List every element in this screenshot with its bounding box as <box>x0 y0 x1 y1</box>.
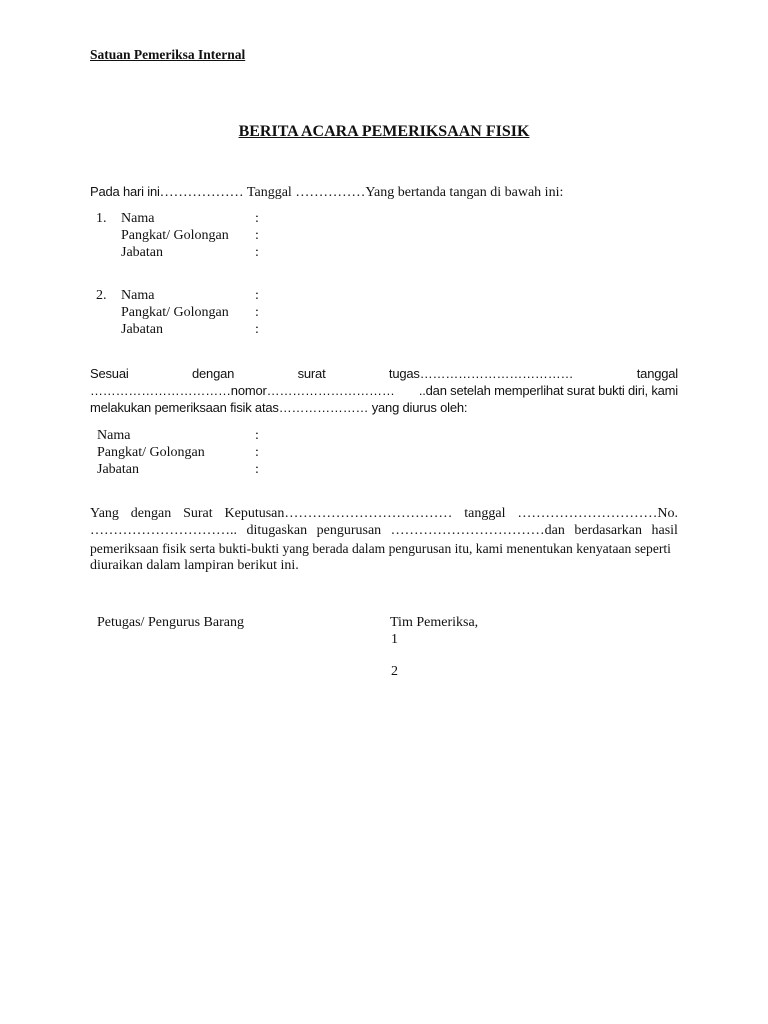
subject-pangkat-label: Pangkat/ Golongan <box>97 445 205 460</box>
intro-dots-day: ……………… <box>159 185 244 200</box>
para2-line1 <box>90 505 678 522</box>
intro-tanggal: Tanggal <box>243 185 296 200</box>
person-2-nama-colon: : <box>255 288 259 303</box>
signature-number-2: 2 <box>391 664 398 679</box>
para2-word: hasil <box>651 523 678 538</box>
para2-word: …………………………No. <box>517 506 678 521</box>
para1-line1 <box>90 365 678 382</box>
signature-right-label: Tim Pemeriksa, <box>390 615 479 630</box>
para2-line4: diuraikan dalam lampiran berikut ini. <box>90 558 299 573</box>
para1-line2-start: ……………………………nomor………………………… <box>90 383 395 398</box>
para1-line2-end: ..dan setelah memperlihat surat bukti diri, kami <box>418 383 678 398</box>
signature-left-label: Petugas/ Pengurus Barang <box>97 615 244 630</box>
subject-nama-label: Nama <box>97 428 131 443</box>
para2-line3: pemeriksaan fisik serta bukti-bukti yang berada dalam pengurusan itu, kami menentukan kenyataan seperti <box>90 541 671 556</box>
person-1-jabatan-colon: : <box>255 245 259 260</box>
para2-line2 <box>90 522 678 539</box>
person-1-pangkat-label: Pangkat/ Golongan <box>121 228 229 243</box>
para1-word: tanggal <box>636 366 678 381</box>
para2-word: ditugaskan <box>246 523 308 538</box>
document-header: Satuan Pemeriksa Internal <box>90 47 246 62</box>
para1-line3 <box>90 399 467 416</box>
person-2-pangkat-colon: : <box>255 305 259 320</box>
para1-line3-start: melakukan pemeriksaan fisik atas <box>90 400 279 415</box>
para1-line2 <box>90 382 678 399</box>
person-2-nama-label: Nama <box>121 288 155 303</box>
para1-line3-end: ………………… yang diurus oleh: <box>278 400 468 415</box>
person-1-nama-colon: : <box>255 211 259 226</box>
subject-jabatan-colon: : <box>255 462 259 477</box>
intro-dots-date: …………… <box>295 185 366 200</box>
para2-word: tanggal <box>464 506 506 521</box>
para2-word: ……………………………dan <box>390 523 565 538</box>
subject-nama-colon: : <box>255 428 259 443</box>
person-2-jabatan-label: Jabatan <box>121 322 163 337</box>
signature-number-1: 1 <box>391 632 398 647</box>
subject-jabatan-label: Jabatan <box>97 462 139 477</box>
para1-word: dengan <box>191 366 235 381</box>
para2-word: dengan <box>130 506 172 521</box>
para2-word: Keputusan……………………………… <box>224 506 453 521</box>
person-2-pangkat-label: Pangkat/ Golongan <box>121 305 229 320</box>
intro-suffix: Yang bertanda tangan di bawah ini: <box>365 185 564 200</box>
person-1-nama-label: Nama <box>121 211 155 226</box>
document-title: BERITA ACARA PEMERIKSAAN FISIK <box>238 123 530 140</box>
para1-word: surat <box>297 366 326 381</box>
para2-word: ………………………….. <box>90 523 237 538</box>
person-1-jabatan-label: Jabatan <box>121 245 163 260</box>
para1-word: Sesuai <box>90 366 129 381</box>
person-2-jabatan-colon: : <box>255 322 259 337</box>
intro-prefix: Pada hari ini <box>90 184 160 199</box>
para2-word: Surat <box>183 506 213 521</box>
para2-word: berdasarkan <box>574 523 642 538</box>
person-1-number: 1. <box>96 211 107 226</box>
intro-line <box>90 183 563 201</box>
person-2-number: 2. <box>96 288 107 303</box>
subject-pangkat-colon: : <box>255 445 259 460</box>
person-1-pangkat-colon: : <box>255 228 259 243</box>
para1-word: tugas……………………………… <box>388 366 574 381</box>
para2-word: Yang <box>90 506 119 521</box>
para2-word: pengurusan <box>316 523 382 538</box>
